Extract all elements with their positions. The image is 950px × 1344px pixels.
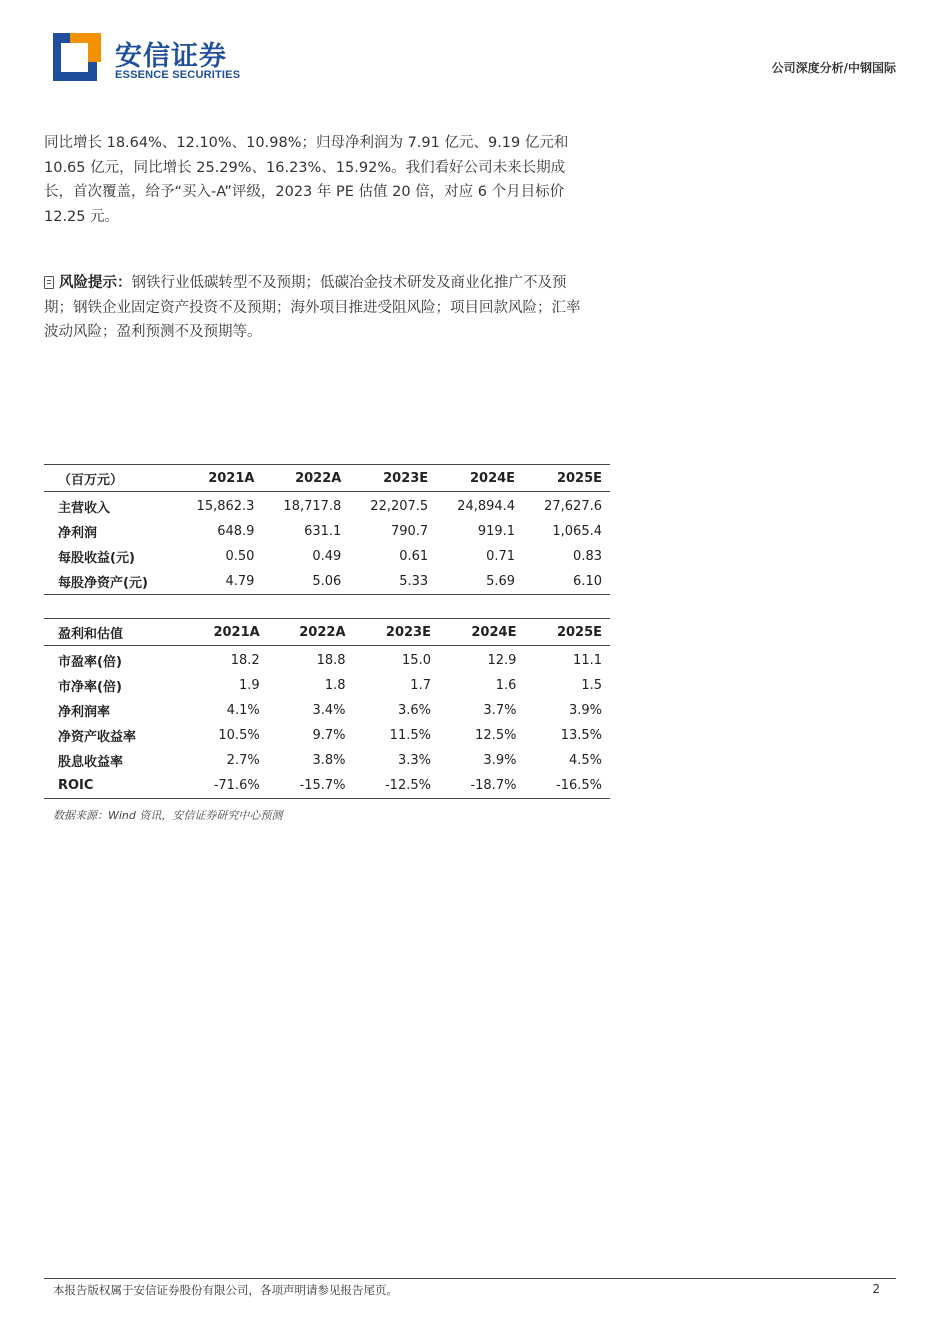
row-label: 每股收益(元) (58, 551, 135, 566)
column-header: （百万元） (44, 465, 176, 492)
table-cell: 790.7 (390, 524, 429, 539)
table-cell: 9.7% (312, 728, 346, 743)
column-header: 2024E (436, 465, 523, 492)
table-cell: 4.5% (568, 753, 602, 768)
table-cell: 3.4% (312, 703, 346, 718)
table-cell: 13.5% (560, 728, 602, 743)
row-label: ROIC (44, 773, 182, 799)
table-header-row (44, 619, 610, 646)
table-cell: 0.83 (573, 549, 602, 564)
column-header: 2023E (349, 465, 436, 492)
table-cell: 919.1 (477, 524, 516, 539)
table-row (44, 519, 610, 544)
column-header: 2022A (268, 619, 354, 646)
column-header: 2022A (262, 465, 349, 492)
table-row (44, 646, 610, 674)
row-label: 股息收益率 (58, 755, 124, 770)
table-cell: 5.06 (262, 569, 349, 595)
page-number: 2 (872, 1282, 880, 1296)
table-cell: 18,717.8 (283, 499, 342, 514)
table-cell: 15.0 (402, 653, 431, 668)
row-label: 市盈率(倍) (58, 655, 122, 670)
table-cell: 5.69 (436, 569, 523, 595)
row-label: 每股净资产(元) (44, 569, 176, 595)
table-cell: 18.2 (230, 653, 260, 668)
table-cell: 0.71 (486, 549, 516, 564)
column-header: 2021A (176, 465, 263, 492)
table-row (44, 492, 610, 520)
logo-english-name: ESSENCE SECURITIES (115, 69, 241, 81)
table-cell: 6.10 (523, 569, 610, 595)
column-header: 2021A (182, 619, 268, 646)
table-cell: 5.33 (349, 569, 436, 595)
table-cell: 1.7 (410, 678, 431, 693)
table-cell: 3.8% (312, 753, 346, 768)
table-row (44, 569, 610, 595)
table-cell: 1.8 (324, 678, 346, 693)
table-cell: 631.1 (304, 524, 342, 539)
table-cell: 3.9% (483, 753, 517, 768)
table-row (44, 544, 610, 569)
table-cell: 11.1 (573, 653, 602, 668)
column-header: 2023E (354, 619, 439, 646)
table-row (44, 748, 610, 773)
table-row (44, 673, 610, 698)
table-cell: 12.9 (487, 653, 517, 668)
column-header: 盈利和估值 (44, 619, 182, 646)
risk-paragraph (44, 271, 584, 345)
table-cell: 18.8 (316, 653, 346, 668)
valuation-table (44, 618, 610, 799)
table-cell: 10.5% (218, 728, 260, 743)
document-label: 公司深度分析/中钢国际 (771, 61, 896, 75)
row-label: 净利润 (58, 526, 98, 541)
table-cell: -16.5% (524, 773, 610, 799)
column-header: 2025E (524, 619, 610, 646)
logo-chinese-name: 安信证券 (115, 41, 227, 72)
table-cell: 3.7% (483, 703, 517, 718)
table-cell: -71.6% (182, 773, 268, 799)
table-cell: 24,894.4 (457, 499, 516, 514)
table-header-row (44, 465, 610, 492)
row-label: 净利润率 (58, 705, 111, 720)
company-logo (53, 33, 248, 87)
table-cell: 27,627.6 (544, 499, 602, 514)
table-cell: -15.7% (268, 773, 354, 799)
row-label: 净资产收益率 (58, 730, 137, 745)
table-cell: 1.9 (239, 678, 260, 693)
table-cell: 4.1% (226, 703, 260, 718)
row-label: 主营收入 (58, 501, 111, 516)
table-row (44, 723, 610, 748)
document-icon (44, 276, 54, 289)
table-cell: 3.9% (568, 703, 602, 718)
column-header: 2025E (523, 465, 610, 492)
column-header: 2024E (439, 619, 524, 646)
table-cell: 11.5% (389, 728, 431, 743)
table-cell: 648.9 (217, 524, 255, 539)
table-cell: 22,207.5 (370, 499, 429, 514)
table-cell: -18.7% (439, 773, 524, 799)
table-cell: 0.61 (399, 549, 429, 564)
essence-logo-icon (53, 33, 101, 83)
table-cell: -12.5% (354, 773, 439, 799)
table-cell: 3.3% (397, 753, 431, 768)
table-cell: 15,862.3 (196, 499, 255, 514)
table-cell: 1,065.4 (552, 524, 602, 539)
table-cell: 0.49 (312, 549, 342, 564)
table-cell: 1.6 (495, 678, 517, 693)
table-cell: 0.50 (225, 549, 255, 564)
data-source-note: 数据来源：Wind 资讯，安信证券研究中心预测 (53, 809, 283, 822)
table-cell: 4.79 (176, 569, 263, 595)
financial-summary-table (44, 464, 610, 595)
copyright-disclaimer: 本报告版权属于安信证券股份有限公司，各项声明请参见报告尾页。 (53, 1283, 398, 1297)
table-cell: 2.7% (226, 753, 260, 768)
row-label: 市净率(倍) (58, 680, 122, 695)
valuation-paragraph: 同比增长 18.64%、12.10%、10.98%；归母净利润为 7.91 亿元、9.19 亿元和 10.65 亿元，同比增长 25.29%、16.23%、15.92%。我们看好公司未来长期成长，首次覆盖，给予“买入-A”评级，2023 年 PE 估值 20 倍，对应 6 个月目标价 12.25 元。 (44, 135, 569, 225)
table-row (44, 773, 610, 799)
table-cell: 3.6% (397, 703, 431, 718)
table-cell: 12.5% (475, 728, 517, 743)
table-cell: 1.5 (581, 678, 602, 693)
footer-divider (44, 1278, 896, 1279)
risk-text: 钢铁行业低碳转型不及预期；低碳冶金技术研发及商业化推广不及预期；钢铁企业固定资产投资不及预期；海外项目推进受阻风险；项目回款风险；汇率波动风险；盈利预测不及预期等。 (44, 275, 581, 340)
risk-title: 风险提示： (59, 275, 132, 291)
table-row (44, 698, 610, 723)
